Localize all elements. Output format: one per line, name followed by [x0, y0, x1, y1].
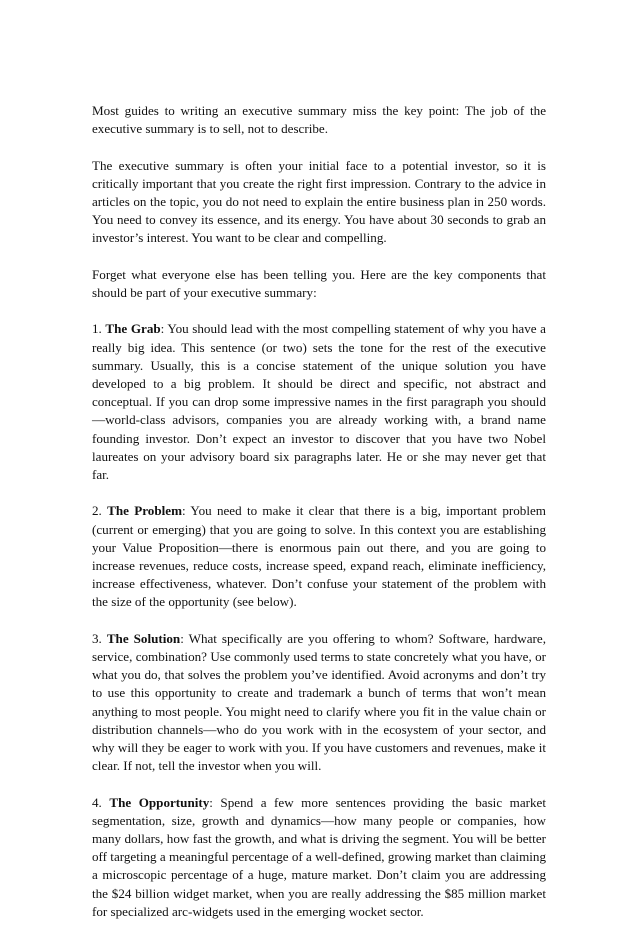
- section-heading: The Problem: [107, 503, 182, 519]
- section-opportunity: [92, 794, 546, 921]
- intro-paragraph: Most guides to writing an executive summary miss the key point: The job of the executive summary is to sell, not to describe.: [92, 103, 546, 137]
- section-heading: The Opportunity: [109, 794, 210, 810]
- section-body: : Spend a few more sentences providing the basic market segmentation, size, growth and dynamics—how many people or companies, how many dollars, how fast the growth, and what is driving the segment. You will be better off targeting a meaningful percentage of a well-defined, growing market than claiming a microscopic percentage of a huge, mature market. Don’t claim you are addressing the $24 billion widget market, when you are really addressing the $85 million market for specialized arc-widgets used in the emerging wocket sector.: [92, 794, 546, 919]
- section-body: : What specifically are you offering to whom? Software, hardware, service, combination? Use commonly used terms to state concretely what you have, or what you do, that solves the problem you’ve identified. Avoid acronyms and don’t try to use this opportunity to create and trademark a bunch of terms that won’t mean anything to most people. You might need to clarify where you fit in the value chain or distribution channels—who do you work with in the ecosystem of your sector, and why will they be eager to work with you. If you have customers and revenues, make it clear. If not, tell the investor when you will.: [92, 630, 546, 774]
- section-number: 1.: [92, 321, 106, 337]
- section-grab: [92, 320, 546, 484]
- section-heading: The Grab: [105, 321, 161, 337]
- intro-paragraph: Forget what everyone else has been telling you. Here are the key components that should be part of your executive summary:: [92, 266, 546, 300]
- section-heading: The Solution: [106, 630, 181, 646]
- section-number: 4.: [92, 794, 110, 810]
- section-solution: [92, 630, 546, 776]
- intro-paragraph: The executive summary is often your initial face to a potential investor, so it is critically important that you create the right first impression. Contrary to the advice in articles on the topic, you do not need to explain the entire business plan in 250 words. You need to convey its essence, and its energy. You have about 30 seconds to grab an investor’s interest. You want to be clear and compelling.: [92, 157, 546, 246]
- section-problem: [92, 502, 546, 611]
- document-body: [92, 102, 546, 939]
- section-number: 2.: [92, 503, 108, 519]
- section-body: : You should lead with the most compelling statement of why you have a really big idea. This sentence (or two) sets the tone for the rest of the executive summary. Usually, this is a concise statement of the unique solution you have developed to a big problem. It should be direct and specific, not abstract and conceptual. If you can drop some impressive names in the first paragraph you should—world-class advisors, companies you are already working with, a brand name founding investor. Don’t expect an investor to discover that you have two Nobel laureates on your advisory board six paragraphs later. He or she may never get that far.: [92, 321, 546, 483]
- section-number: 3.: [92, 630, 107, 646]
- section-body: : You need to make it clear that there is a big, important problem (current or emerging) that you are going to solve. In this context you are establishing your Value Proposition—there is enormous pain out there, and you are going to increase revenues, reduce costs, increase speed, expand reach, eliminate inefficiency, increase effectiveness, whatever. Don’t confuse your statement of the problem with the size of the opportunity (see below).: [92, 503, 546, 610]
